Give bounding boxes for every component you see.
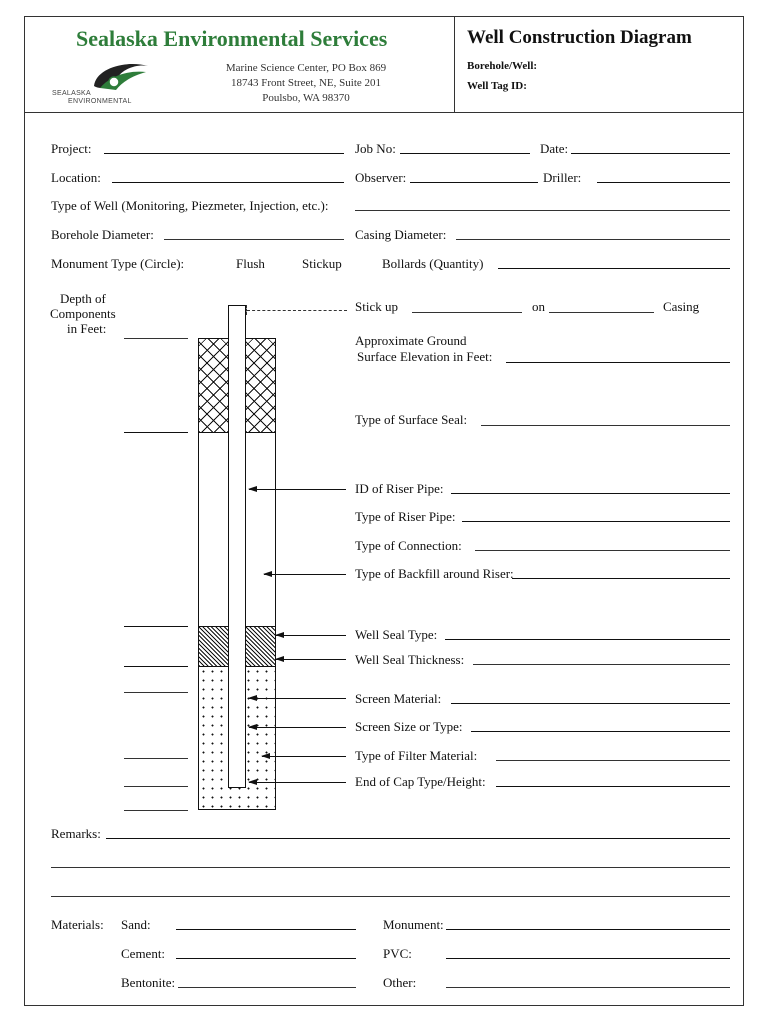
logo-text-bottom: ENVIRONMENTAL	[68, 98, 132, 105]
stick-up-field[interactable]	[412, 312, 522, 313]
depth-heading-3: in Feet:	[67, 321, 107, 336]
end-cap-arrow	[249, 782, 346, 783]
connection-field[interactable]	[475, 550, 730, 551]
screen-size-field[interactable]	[471, 731, 730, 732]
sand-label: Sand:	[121, 917, 151, 932]
seal-type-arrow	[276, 635, 346, 636]
observer-label: Observer:	[355, 170, 407, 185]
header-vertical-divider	[454, 16, 455, 112]
screen-size-label: Screen Size or Type:	[355, 719, 463, 734]
surface-seal-field[interactable]	[481, 425, 730, 426]
depth-field-7[interactable]	[124, 786, 188, 787]
seal-thickness-arrow	[276, 659, 346, 660]
type-of-well-label: Type of Well (Monitoring, Piezmeter, Injection, etc.):	[51, 198, 329, 213]
stick-up-on-field[interactable]	[549, 312, 654, 313]
document-title: Well Construction Diagram	[467, 27, 692, 48]
remarks-field-1[interactable]	[106, 838, 730, 839]
company-name: Sealaska Environmental Services	[76, 26, 388, 51]
seal-thickness-field[interactable]	[473, 664, 730, 665]
header-divider	[24, 112, 744, 113]
seal-thickness-label: Well Seal Thickness:	[355, 652, 465, 667]
on-label: on	[532, 299, 545, 314]
bollards-label: Bollards (Quantity)	[382, 256, 484, 271]
casing-diameter-label: Casing Diameter:	[355, 227, 447, 242]
filter-material-label: Type of Filter Material:	[355, 748, 478, 763]
remarks-field-3[interactable]	[51, 896, 730, 897]
riser-pipe	[228, 305, 246, 788]
sand-field[interactable]	[176, 929, 356, 930]
screen-material-arrow	[249, 698, 346, 699]
type-of-well-field[interactable]	[355, 210, 730, 211]
cement-label: Cement:	[121, 946, 166, 961]
borehole-diameter-label: Borehole Diameter:	[51, 227, 154, 242]
stick-up-label: Stick up	[355, 299, 398, 314]
company-logo-icon	[86, 58, 156, 98]
borehole-diameter-field[interactable]	[164, 239, 344, 240]
cement-field[interactable]	[176, 958, 356, 959]
project-field[interactable]	[104, 153, 344, 154]
depth-field-8[interactable]	[124, 810, 188, 811]
address-line-2: 18743 Front Street, NE, Suite 201	[230, 77, 382, 89]
project-label: Project:	[51, 141, 92, 156]
date-label: Date:	[540, 141, 569, 156]
remarks-label: Remarks:	[51, 826, 101, 841]
riser-id-arrow	[249, 489, 346, 490]
ground-elevation-label-1: Approximate Ground	[355, 333, 467, 348]
end-cap-label: End of Cap Type/Height:	[355, 774, 486, 789]
bentonite-label: Bentonite:	[121, 975, 176, 990]
borehole-well-label: Borehole/Well:	[467, 60, 538, 72]
job-no-label: Job No:	[355, 141, 396, 156]
seal-type-label: Well Seal Type:	[355, 627, 438, 642]
depth-heading-1: Depth of	[60, 291, 106, 306]
end-cap-field[interactable]	[496, 786, 730, 787]
depth-field-1[interactable]	[124, 338, 188, 339]
monument-label: Monument:	[383, 917, 444, 932]
well-seal-right	[246, 626, 275, 666]
ground-elevation-label-2: Surface Elevation in Feet:	[357, 349, 493, 364]
stickup-leader	[247, 310, 347, 311]
observer-field[interactable]	[410, 182, 538, 183]
screen-size-arrow	[249, 727, 346, 728]
filter-material-field[interactable]	[496, 760, 730, 761]
other-field[interactable]	[446, 987, 730, 988]
backfill-field[interactable]	[512, 578, 730, 579]
well-tag-id-label: Well Tag ID:	[467, 80, 527, 92]
bentonite-field[interactable]	[178, 987, 356, 988]
connection-label: Type of Connection:	[355, 538, 462, 553]
riser-type-field[interactable]	[462, 521, 730, 522]
riser-id-label: ID of Riser Pipe:	[355, 481, 444, 496]
monument-field[interactable]	[446, 929, 730, 930]
stickup-option[interactable]: Stickup	[302, 256, 342, 271]
backfill-label: Type of Backfill around Riser:	[355, 566, 514, 581]
date-field[interactable]	[571, 153, 730, 154]
depth-field-6[interactable]	[124, 758, 188, 759]
surface-seal-left	[199, 339, 228, 432]
surface-seal-label: Type of Surface Seal:	[355, 412, 468, 427]
address-line-1: Marine Science Center, PO Box 869	[225, 62, 387, 74]
depth-heading-2: Components	[50, 306, 116, 321]
surface-seal-right	[246, 339, 275, 432]
casing-diameter-field[interactable]	[456, 239, 730, 240]
flush-option[interactable]: Flush	[236, 256, 265, 271]
bollards-quantity-field[interactable]	[498, 268, 730, 269]
pvc-field[interactable]	[446, 958, 730, 959]
other-label: Other:	[383, 975, 417, 990]
filter-material-arrow	[262, 756, 346, 757]
materials-label: Materials:	[51, 917, 104, 932]
depth-field-3[interactable]	[124, 626, 188, 627]
address-line-3: Poulsbo, WA 98370	[262, 92, 350, 104]
depth-field-2[interactable]	[124, 432, 188, 433]
seal-type-field[interactable]	[445, 639, 730, 640]
depth-field-4[interactable]	[124, 666, 188, 667]
logo-text-top: SEALASKA	[52, 90, 91, 97]
riser-id-field[interactable]	[451, 493, 730, 494]
depth-field-5[interactable]	[124, 692, 188, 693]
location-field[interactable]	[112, 182, 344, 183]
well-seal-left	[199, 626, 228, 666]
screen-material-label: Screen Material:	[355, 691, 442, 706]
screen-material-field[interactable]	[451, 703, 730, 704]
driller-field[interactable]	[597, 182, 730, 183]
casing-label: Casing	[663, 299, 700, 314]
job-no-field[interactable]	[400, 153, 530, 154]
ground-elevation-field[interactable]	[506, 362, 730, 363]
backfill-arrow	[264, 574, 346, 575]
remarks-field-2[interactable]	[51, 867, 730, 868]
driller-label: Driller:	[543, 170, 582, 185]
pvc-label: PVC:	[383, 946, 412, 961]
monument-type-label: Monument Type (Circle):	[51, 256, 185, 271]
location-label: Location:	[51, 170, 101, 185]
riser-type-label: Type of Riser Pipe:	[355, 509, 456, 524]
